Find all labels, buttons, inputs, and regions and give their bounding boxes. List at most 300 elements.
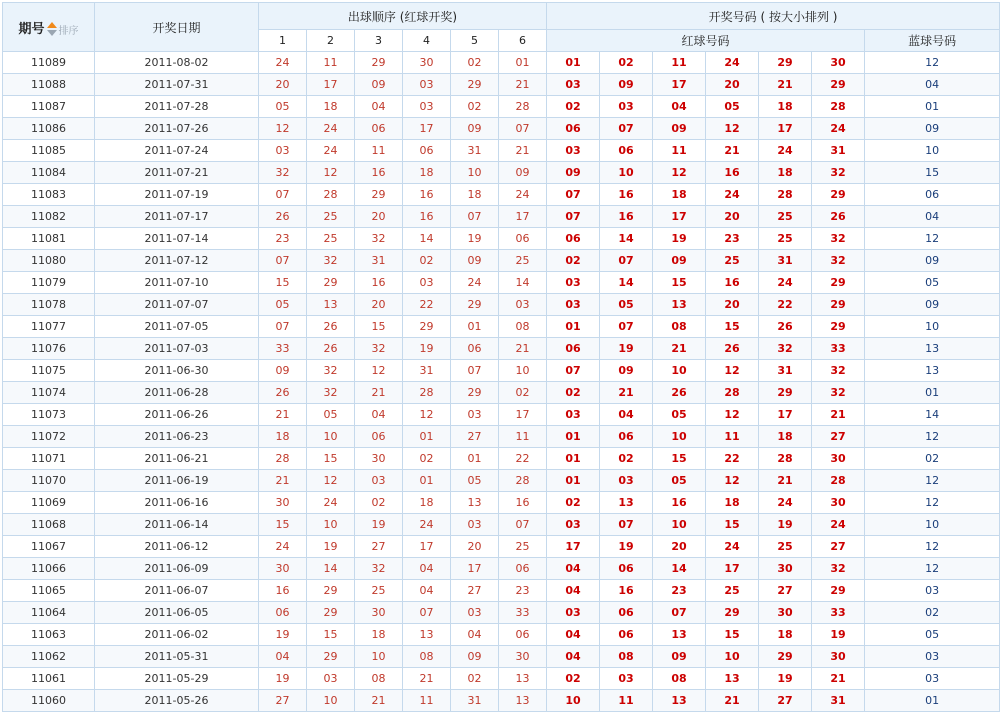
sort-up-icon bbox=[47, 22, 57, 28]
red-ball-cell: 13 bbox=[600, 492, 653, 514]
red-ball-cell: 33 bbox=[812, 602, 865, 624]
red-ball-cell: 07 bbox=[547, 184, 600, 206]
red-ball-cell: 25 bbox=[759, 228, 812, 250]
draw-order-cell: 24 bbox=[307, 140, 355, 162]
draw-order-cell: 12 bbox=[355, 360, 403, 382]
red-ball-cell: 01 bbox=[547, 316, 600, 338]
issue-header[interactable] bbox=[3, 3, 95, 52]
red-ball-cell: 24 bbox=[706, 536, 759, 558]
issue-cell: 11060 bbox=[3, 690, 95, 712]
red-ball-cell: 04 bbox=[547, 646, 600, 668]
red-ball-cell: 09 bbox=[653, 646, 706, 668]
blue-ball-cell: 01 bbox=[865, 690, 1000, 712]
draw-order-cell: 12 bbox=[307, 470, 355, 492]
red-ball-cell: 25 bbox=[759, 206, 812, 228]
blue-ball-cell: 01 bbox=[865, 96, 1000, 118]
draw-order-cell: 20 bbox=[451, 536, 499, 558]
draw-order-cell: 21 bbox=[259, 404, 307, 426]
red-ball-cell: 02 bbox=[600, 52, 653, 74]
red-ball-cell: 16 bbox=[600, 580, 653, 602]
order-col-header: 1 bbox=[259, 30, 307, 52]
red-ball-cell: 31 bbox=[812, 140, 865, 162]
red-ball-cell: 19 bbox=[600, 338, 653, 360]
red-ball-cell: 13 bbox=[653, 624, 706, 646]
draw-order-cell: 16 bbox=[499, 492, 547, 514]
blue-ball-cell: 03 bbox=[865, 668, 1000, 690]
issue-cell: 11077 bbox=[3, 316, 95, 338]
red-ball-cell: 07 bbox=[653, 602, 706, 624]
red-ball-cell: 21 bbox=[812, 668, 865, 690]
blue-ball-cell: 12 bbox=[865, 470, 1000, 492]
table-row bbox=[3, 228, 1000, 250]
red-ball-cell: 16 bbox=[706, 162, 759, 184]
red-ball-cell: 04 bbox=[547, 558, 600, 580]
draw-order-cell: 24 bbox=[259, 536, 307, 558]
red-ball-cell: 20 bbox=[706, 74, 759, 96]
table-row bbox=[3, 492, 1000, 514]
red-ball-cell: 29 bbox=[812, 74, 865, 96]
draw-order-cell: 22 bbox=[403, 294, 451, 316]
draw-order-cell: 32 bbox=[307, 360, 355, 382]
table-row bbox=[3, 360, 1000, 382]
draw-order-cell: 04 bbox=[259, 646, 307, 668]
draw-order-cell: 03 bbox=[451, 514, 499, 536]
red-ball-cell: 02 bbox=[600, 448, 653, 470]
draw-order-cell: 31 bbox=[403, 360, 451, 382]
red-ball-cell: 11 bbox=[600, 690, 653, 712]
red-ball-cell: 02 bbox=[547, 96, 600, 118]
draw-order-cell: 21 bbox=[499, 140, 547, 162]
draw-order-cell: 06 bbox=[499, 624, 547, 646]
draw-order-cell: 01 bbox=[403, 426, 451, 448]
draw-order-cell: 18 bbox=[451, 184, 499, 206]
table-row bbox=[3, 140, 1000, 162]
red-ball-cell: 03 bbox=[547, 294, 600, 316]
red-ball-cell: 24 bbox=[759, 492, 812, 514]
draw-order-cell: 28 bbox=[259, 448, 307, 470]
red-ball-cell: 07 bbox=[600, 118, 653, 140]
red-ball-cell: 18 bbox=[759, 624, 812, 646]
red-ball-cell: 09 bbox=[547, 162, 600, 184]
draw-order-cell: 22 bbox=[499, 448, 547, 470]
red-ball-cell: 02 bbox=[547, 492, 600, 514]
draw-order-cell: 21 bbox=[355, 382, 403, 404]
table-body bbox=[3, 52, 1000, 712]
red-ball-cell: 05 bbox=[706, 96, 759, 118]
draw-order-cell: 02 bbox=[451, 52, 499, 74]
draw-order-cell: 17 bbox=[451, 558, 499, 580]
draw-order-cell: 31 bbox=[451, 690, 499, 712]
red-ball-cell: 03 bbox=[547, 404, 600, 426]
draw-order-cell: 29 bbox=[451, 382, 499, 404]
red-ball-cell: 10 bbox=[653, 360, 706, 382]
draw-order-cell: 07 bbox=[451, 360, 499, 382]
red-ball-cell: 30 bbox=[759, 602, 812, 624]
draw-order-cell: 07 bbox=[403, 602, 451, 624]
red-ball-cell: 03 bbox=[600, 668, 653, 690]
red-ball-cell: 24 bbox=[759, 272, 812, 294]
red-ball-cell: 26 bbox=[653, 382, 706, 404]
red-ball-cell: 28 bbox=[706, 382, 759, 404]
blue-ball-cell: 13 bbox=[865, 338, 1000, 360]
draw-order-cell: 18 bbox=[259, 426, 307, 448]
red-ball-cell: 03 bbox=[600, 96, 653, 118]
table-row bbox=[3, 404, 1000, 426]
draw-order-cell: 02 bbox=[403, 448, 451, 470]
draw-order-cell: 23 bbox=[259, 228, 307, 250]
order-col-header: 2 bbox=[307, 30, 355, 52]
draw-order-cell: 03 bbox=[403, 272, 451, 294]
draw-order-cell: 06 bbox=[499, 558, 547, 580]
draw-order-cell: 06 bbox=[355, 118, 403, 140]
date-cell: 2011-06-16 bbox=[95, 492, 259, 514]
draw-order-cell: 05 bbox=[451, 470, 499, 492]
draw-order-cell: 04 bbox=[355, 96, 403, 118]
draw-order-cell: 27 bbox=[259, 690, 307, 712]
draw-order-cell: 30 bbox=[355, 448, 403, 470]
draw-order-cell: 24 bbox=[451, 272, 499, 294]
date-cell: 2011-07-28 bbox=[95, 96, 259, 118]
red-ball-cell: 21 bbox=[600, 382, 653, 404]
draw-order-cell: 23 bbox=[499, 580, 547, 602]
draw-order-cell: 12 bbox=[259, 118, 307, 140]
draw-order-cell: 10 bbox=[451, 162, 499, 184]
red-ball-cell: 29 bbox=[812, 580, 865, 602]
draw-order-header: 出球顺序 (红球开奖) bbox=[259, 3, 547, 30]
red-ball-cell: 32 bbox=[812, 228, 865, 250]
red-ball-cell: 11 bbox=[653, 52, 706, 74]
draw-order-cell: 01 bbox=[403, 470, 451, 492]
draw-order-cell: 27 bbox=[355, 536, 403, 558]
red-ball-cell: 08 bbox=[653, 316, 706, 338]
draw-order-cell: 17 bbox=[307, 74, 355, 96]
draw-order-cell: 02 bbox=[499, 382, 547, 404]
table-row bbox=[3, 338, 1000, 360]
red-ball-cell: 29 bbox=[759, 52, 812, 74]
table-row bbox=[3, 184, 1000, 206]
date-cell: 2011-06-19 bbox=[95, 470, 259, 492]
table-row bbox=[3, 470, 1000, 492]
red-ball-cell: 01 bbox=[547, 426, 600, 448]
draw-order-cell: 11 bbox=[499, 426, 547, 448]
draw-order-cell: 10 bbox=[307, 514, 355, 536]
issue-cell: 11080 bbox=[3, 250, 95, 272]
table-row bbox=[3, 74, 1000, 96]
draw-order-cell: 11 bbox=[403, 690, 451, 712]
draw-order-cell: 24 bbox=[499, 184, 547, 206]
red-ball-cell: 17 bbox=[706, 558, 759, 580]
red-ball-cell: 11 bbox=[653, 140, 706, 162]
red-ball-cell: 15 bbox=[706, 514, 759, 536]
table-row bbox=[3, 448, 1000, 470]
red-ball-cell: 04 bbox=[653, 96, 706, 118]
blue-ball-cell: 04 bbox=[865, 206, 1000, 228]
table-row bbox=[3, 514, 1000, 536]
draw-order-cell: 28 bbox=[499, 96, 547, 118]
draw-order-cell: 13 bbox=[499, 690, 547, 712]
draw-order-cell: 19 bbox=[451, 228, 499, 250]
draw-order-cell: 24 bbox=[259, 52, 307, 74]
red-ball-cell: 10 bbox=[547, 690, 600, 712]
red-ball-cell: 21 bbox=[706, 690, 759, 712]
red-ball-cell: 03 bbox=[547, 74, 600, 96]
draw-order-cell: 09 bbox=[259, 360, 307, 382]
draw-order-cell: 29 bbox=[355, 52, 403, 74]
draw-order-cell: 17 bbox=[499, 404, 547, 426]
red-ball-cell: 10 bbox=[706, 646, 759, 668]
draw-order-cell: 25 bbox=[307, 228, 355, 250]
draw-order-cell: 28 bbox=[307, 184, 355, 206]
draw-order-cell: 32 bbox=[259, 162, 307, 184]
red-ball-cell: 01 bbox=[547, 448, 600, 470]
draw-order-cell: 13 bbox=[499, 668, 547, 690]
red-ball-cell: 04 bbox=[600, 404, 653, 426]
red-ball-cell: 03 bbox=[547, 514, 600, 536]
red-ball-cell: 07 bbox=[600, 316, 653, 338]
order-col-header: 5 bbox=[451, 30, 499, 52]
draw-order-cell: 04 bbox=[403, 558, 451, 580]
red-ball-cell: 20 bbox=[706, 294, 759, 316]
draw-order-cell: 18 bbox=[307, 96, 355, 118]
red-ball-cell: 19 bbox=[759, 668, 812, 690]
red-ball-cell: 06 bbox=[600, 140, 653, 162]
draw-order-cell: 29 bbox=[403, 316, 451, 338]
draw-order-cell: 31 bbox=[355, 250, 403, 272]
blue-ball-cell: 12 bbox=[865, 536, 1000, 558]
table-row bbox=[3, 96, 1000, 118]
red-ball-cell: 22 bbox=[759, 294, 812, 316]
draw-order-cell: 01 bbox=[499, 52, 547, 74]
date-cell: 2011-06-05 bbox=[95, 602, 259, 624]
draw-order-cell: 07 bbox=[499, 118, 547, 140]
issue-cell: 11083 bbox=[3, 184, 95, 206]
issue-cell: 11062 bbox=[3, 646, 95, 668]
draw-order-cell: 03 bbox=[307, 668, 355, 690]
draw-order-cell: 25 bbox=[499, 250, 547, 272]
blue-ball-cell: 06 bbox=[865, 184, 1000, 206]
table-row bbox=[3, 206, 1000, 228]
issue-cell: 11085 bbox=[3, 140, 95, 162]
blue-ball-cell: 09 bbox=[865, 294, 1000, 316]
draw-order-cell: 29 bbox=[307, 580, 355, 602]
red-ball-cell: 09 bbox=[600, 360, 653, 382]
red-ball-cell: 24 bbox=[706, 184, 759, 206]
sort-label[interactable]: 排序 bbox=[58, 25, 79, 37]
issue-cell: 11069 bbox=[3, 492, 95, 514]
issue-cell: 11070 bbox=[3, 470, 95, 492]
draw-order-cell: 20 bbox=[259, 74, 307, 96]
table-row bbox=[3, 536, 1000, 558]
draw-order-cell: 32 bbox=[355, 228, 403, 250]
red-ball-cell: 27 bbox=[759, 690, 812, 712]
draw-order-cell: 04 bbox=[403, 580, 451, 602]
date-cell: 2011-06-28 bbox=[95, 382, 259, 404]
red-ball-cell: 17 bbox=[653, 74, 706, 96]
draw-order-cell: 32 bbox=[355, 558, 403, 580]
date-cell: 2011-07-17 bbox=[95, 206, 259, 228]
table-row bbox=[3, 580, 1000, 602]
draw-order-cell: 03 bbox=[259, 140, 307, 162]
red-ball-cell: 06 bbox=[600, 426, 653, 448]
draw-order-cell: 21 bbox=[355, 690, 403, 712]
issue-cell: 11079 bbox=[3, 272, 95, 294]
draw-order-cell: 30 bbox=[355, 602, 403, 624]
red-ball-cell: 02 bbox=[547, 668, 600, 690]
red-ball-cell: 18 bbox=[759, 426, 812, 448]
red-ball-cell: 22 bbox=[706, 448, 759, 470]
red-ball-cell: 03 bbox=[600, 470, 653, 492]
table-row bbox=[3, 272, 1000, 294]
issue-cell: 11074 bbox=[3, 382, 95, 404]
issue-cell: 11065 bbox=[3, 580, 95, 602]
draw-order-cell: 11 bbox=[355, 140, 403, 162]
issue-cell: 11068 bbox=[3, 514, 95, 536]
date-cell: 2011-07-19 bbox=[95, 184, 259, 206]
red-ball-cell: 17 bbox=[759, 118, 812, 140]
draw-order-cell: 06 bbox=[499, 228, 547, 250]
order-col-header: 6 bbox=[499, 30, 547, 52]
red-ball-cell: 18 bbox=[759, 96, 812, 118]
date-cell: 2011-07-31 bbox=[95, 74, 259, 96]
draw-order-cell: 25 bbox=[499, 536, 547, 558]
date-cell: 2011-06-09 bbox=[95, 558, 259, 580]
red-ball-cell: 17 bbox=[759, 404, 812, 426]
draw-order-cell: 26 bbox=[307, 338, 355, 360]
red-ball-cell: 31 bbox=[812, 690, 865, 712]
date-cell: 2011-05-29 bbox=[95, 668, 259, 690]
issue-cell: 11067 bbox=[3, 536, 95, 558]
red-ball-cell: 15 bbox=[653, 448, 706, 470]
blue-ball-cell: 04 bbox=[865, 74, 1000, 96]
blue-ball-cell: 10 bbox=[865, 514, 1000, 536]
red-ball-cell: 05 bbox=[653, 470, 706, 492]
date-cell: 2011-07-03 bbox=[95, 338, 259, 360]
table-row bbox=[3, 624, 1000, 646]
draw-order-cell: 09 bbox=[499, 162, 547, 184]
draw-order-cell: 05 bbox=[307, 404, 355, 426]
blue-ball-cell: 05 bbox=[865, 272, 1000, 294]
date-cell: 2011-05-31 bbox=[95, 646, 259, 668]
red-ball-cell: 20 bbox=[653, 536, 706, 558]
sort-arrows-icon[interactable] bbox=[47, 22, 57, 36]
blue-ball-cell: 02 bbox=[865, 448, 1000, 470]
draw-order-cell: 24 bbox=[307, 492, 355, 514]
draw-order-cell: 24 bbox=[307, 118, 355, 140]
issue-cell: 11082 bbox=[3, 206, 95, 228]
table-row bbox=[3, 690, 1000, 712]
draw-order-cell: 24 bbox=[403, 514, 451, 536]
red-ball-cell: 04 bbox=[547, 624, 600, 646]
red-ball-cell: 30 bbox=[812, 646, 865, 668]
issue-cell: 11071 bbox=[3, 448, 95, 470]
red-ball-cell: 20 bbox=[706, 206, 759, 228]
draw-order-cell: 30 bbox=[499, 646, 547, 668]
draw-order-cell: 18 bbox=[403, 492, 451, 514]
draw-order-cell: 02 bbox=[355, 492, 403, 514]
date-cell: 2011-07-12 bbox=[95, 250, 259, 272]
red-ball-cell: 10 bbox=[600, 162, 653, 184]
blue-ball-cell: 10 bbox=[865, 316, 1000, 338]
red-ball-cell: 32 bbox=[812, 162, 865, 184]
red-ball-cell: 12 bbox=[706, 118, 759, 140]
date-cell: 2011-07-14 bbox=[95, 228, 259, 250]
table-row bbox=[3, 250, 1000, 272]
red-ball-cell: 16 bbox=[653, 492, 706, 514]
blue-ball-cell: 09 bbox=[865, 118, 1000, 140]
red-ball-cell: 14 bbox=[600, 272, 653, 294]
red-ball-cell: 29 bbox=[812, 272, 865, 294]
draw-order-cell: 12 bbox=[403, 404, 451, 426]
issue-cell: 11089 bbox=[3, 52, 95, 74]
red-ball-cell: 24 bbox=[706, 52, 759, 74]
winning-numbers-header: 开奖号码 ( 按大小排列 ) bbox=[547, 3, 1000, 30]
draw-order-cell: 09 bbox=[451, 118, 499, 140]
draw-order-cell: 10 bbox=[307, 426, 355, 448]
draw-order-cell: 19 bbox=[403, 338, 451, 360]
draw-order-cell: 03 bbox=[451, 602, 499, 624]
blue-ball-cell: 13 bbox=[865, 360, 1000, 382]
blue-ball-cell: 09 bbox=[865, 250, 1000, 272]
red-ball-cell: 29 bbox=[812, 184, 865, 206]
draw-order-cell: 03 bbox=[403, 96, 451, 118]
draw-order-cell: 25 bbox=[355, 580, 403, 602]
issue-cell: 11087 bbox=[3, 96, 95, 118]
draw-order-cell: 06 bbox=[355, 426, 403, 448]
red-ball-cell: 17 bbox=[547, 536, 600, 558]
red-ball-cell: 28 bbox=[759, 184, 812, 206]
draw-order-cell: 27 bbox=[451, 580, 499, 602]
sort-control[interactable] bbox=[47, 22, 79, 37]
red-ball-cell: 32 bbox=[812, 558, 865, 580]
red-ball-cell: 19 bbox=[653, 228, 706, 250]
red-ball-cell: 09 bbox=[600, 74, 653, 96]
blue-ball-cell: 03 bbox=[865, 646, 1000, 668]
blue-ball-header: 蓝球号码 bbox=[865, 30, 1000, 52]
draw-order-cell: 16 bbox=[259, 580, 307, 602]
draw-order-cell: 13 bbox=[403, 624, 451, 646]
date-cell: 2011-06-07 bbox=[95, 580, 259, 602]
draw-order-cell: 26 bbox=[307, 316, 355, 338]
red-ball-cell: 30 bbox=[812, 448, 865, 470]
blue-ball-cell: 05 bbox=[865, 624, 1000, 646]
order-col-header: 3 bbox=[355, 30, 403, 52]
draw-order-cell: 29 bbox=[307, 602, 355, 624]
red-ball-cell: 33 bbox=[812, 338, 865, 360]
draw-order-cell: 18 bbox=[355, 624, 403, 646]
red-ball-cell: 30 bbox=[812, 52, 865, 74]
date-cell: 2011-07-05 bbox=[95, 316, 259, 338]
red-ball-cell: 21 bbox=[653, 338, 706, 360]
red-ball-cell: 12 bbox=[706, 470, 759, 492]
draw-order-cell: 19 bbox=[355, 514, 403, 536]
red-ball-cell: 09 bbox=[653, 250, 706, 272]
draw-order-cell: 10 bbox=[499, 360, 547, 382]
draw-order-cell: 02 bbox=[451, 96, 499, 118]
red-ball-cell: 29 bbox=[812, 316, 865, 338]
table-header bbox=[3, 3, 1000, 52]
red-ball-cell: 18 bbox=[759, 162, 812, 184]
blue-ball-cell: 12 bbox=[865, 492, 1000, 514]
red-ball-cell: 26 bbox=[812, 206, 865, 228]
draw-order-cell: 19 bbox=[259, 624, 307, 646]
issue-cell: 11073 bbox=[3, 404, 95, 426]
red-ball-cell: 32 bbox=[759, 338, 812, 360]
red-ball-cell: 18 bbox=[653, 184, 706, 206]
date-cell: 2011-08-02 bbox=[95, 52, 259, 74]
draw-order-cell: 28 bbox=[403, 382, 451, 404]
date-cell: 2011-06-30 bbox=[95, 360, 259, 382]
draw-order-cell: 29 bbox=[451, 294, 499, 316]
